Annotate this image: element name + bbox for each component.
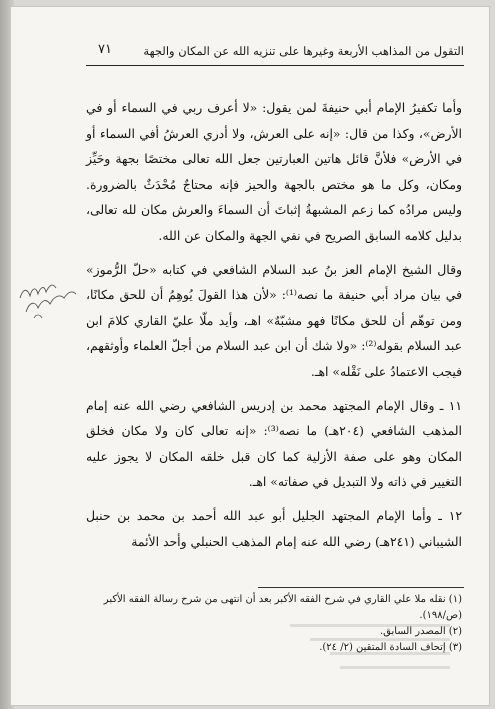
handwritten-margin-note — [16, 268, 86, 338]
paragraph: وقال الشيخ الإمام العز بنُ عبد السلام الشافعي في كتابه «حلّ الرُّموز» في بيان مراد أبي حنيفة ما نصه⁽¹⁾: «لأن هذا القولَ يُوهِمُ أن للحق مكانًا، ومن توهّم أن للحق مكانًا فهو مشبّهٌ» اهـ، وأيد ملّا عليّ القاري كلامَ ابن عبد السلام بقوله⁽²⁾: «ولا شك أن ابن عبد السلام من أجلّ العلماء وأوثقهم، فيجب الاعتمادُ على نَقْله» اهـ. — [86, 261, 463, 379]
footnote: (٣) إتحاف السادة المتقين (٢/ ٢٤). — [319, 642, 462, 653]
footnote: (٢) المصدر السابق. — [380, 626, 462, 637]
footnote-divider — [258, 587, 464, 588]
main-text — [86, 95, 462, 554]
running-header — [70, 40, 470, 62]
footnote: (١) نقله ملا علي القاري في شرح الفقه الأكبر بعد أن انتهى من شرح رسالة الفقه الأكبر (ص/١٩٨). — [103, 594, 462, 621]
paragraph: ١٢ ـ وأما الإمام المجتهد الجليل أبو عبد الله أحمد بن محمد بن حنبل الشيباني (٢٤١هـ) رضي الله عنه إمام المذهب الحنبلي وأحد الأئمة — [86, 507, 462, 549]
page-number: ٧١ — [98, 42, 112, 57]
paragraph: ١١ ـ وقال الإمام المجتهد محمد بن إدريس الشافعي رضي الله عنه إمام المذهب الشافعي (٢٠٤هـ) ما نصه⁽³⁾: «إنه تعالى كان ولا مكان فخلق المكان وهو على صفة الأزلية كما كان قبل خلقه المكان لا يجوز عليه التغيير في ذاته ولا التبديل في صفاته» اهـ. — [86, 397, 462, 490]
bleed-through-text — [280, 618, 460, 678]
header-divider — [86, 65, 464, 66]
running-header-title: التقول من المذاهب الأربعة وغيرها على تنزيه الله عن المكان والجهة — [143, 44, 464, 58]
paragraph: وأما تكفيرُ الإمام أبي حنيفةَ لمن يقول: «لا أعرف ربي في السماء أو في الأرض»، وكذا من قال: «إنه على العرش، ولا أدري العرشُ أفي السماء أو في الأرض» فلأنَّ قائل هاتين العبارتين جعل الله تعالى مختصًا بجهة وحَيِّز ومكان، وكل ما هو مختص بالجهة والحيز فإنه محتاجٌ مُحْدَثٌ بالضرورة. وليس مرادُه كما زعم المشبهةُ إثباتَ أن السماءَ والعرش مكان لله تعالى، بدليل كلامه السابق الصريح في نفي الجهة والمكان عن الله. — [86, 100, 462, 243]
